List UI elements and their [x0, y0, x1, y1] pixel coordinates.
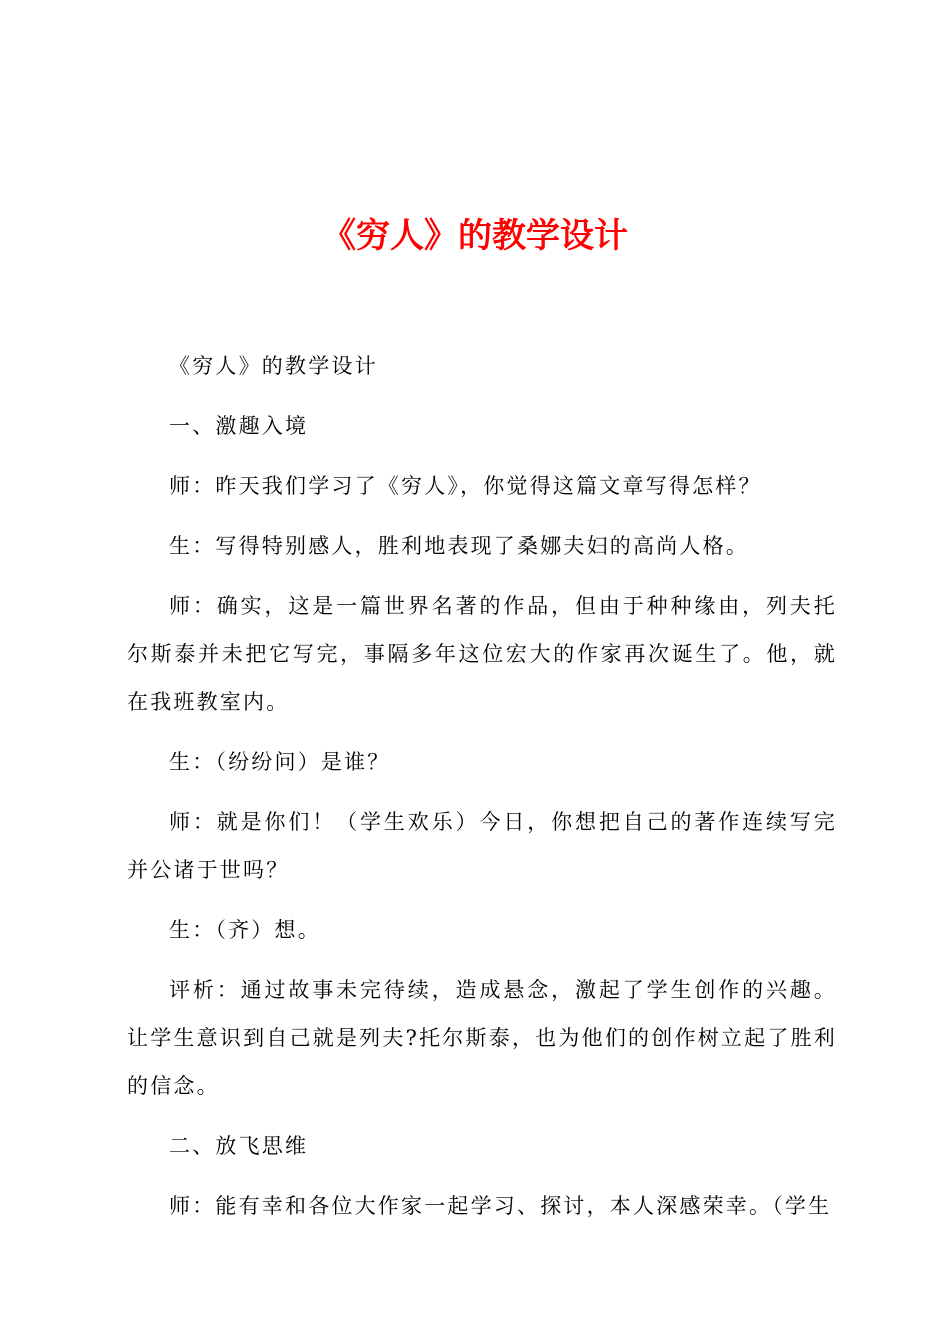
section-heading-2: 二、放飞思维 [169, 1134, 309, 1158]
paragraph: 生：（齐）想。 [169, 918, 321, 942]
paragraph: 师：能有幸和各位大作家一起学习、探讨，本人深感荣幸。（学生 [169, 1194, 832, 1218]
document-title: 《穷人》的教学设计 [322, 216, 628, 256]
paragraph: 师：就是你们！（学生欢乐）今日，你想把自己的著作连续写完并公诸于世吗？ [127, 810, 837, 882]
paragraph: 生：（纷纷问）是谁？ [169, 750, 391, 774]
document-body [127, 342, 837, 1242]
paragraph: 师：昨天我们学习了《穷人》，你觉得这篇文章写得怎样？ [169, 474, 762, 498]
section-heading-1: 一、激趣入境 [169, 414, 309, 438]
paragraph: 师：确实，这是一篇世界名著的作品，但由于种种缘由，列夫托尔斯泰并未把它写完，事隔多年这位宏大的作家再次诞生了。他，就在我班教室内。 [127, 594, 837, 714]
paragraph: 评析：通过故事未完待续，造成悬念，激起了学生创作的兴趣。让学生意识到自己就是列夫?托尔斯泰，也为他们的创作树立起了胜利的信念。 [127, 978, 837, 1098]
paragraph: 生：写得特别感人，胜利地表现了桑娜夫妇的高尚人格。 [169, 534, 749, 558]
paragraph-heading: 《穷人》的教学设计 [169, 354, 378, 378]
